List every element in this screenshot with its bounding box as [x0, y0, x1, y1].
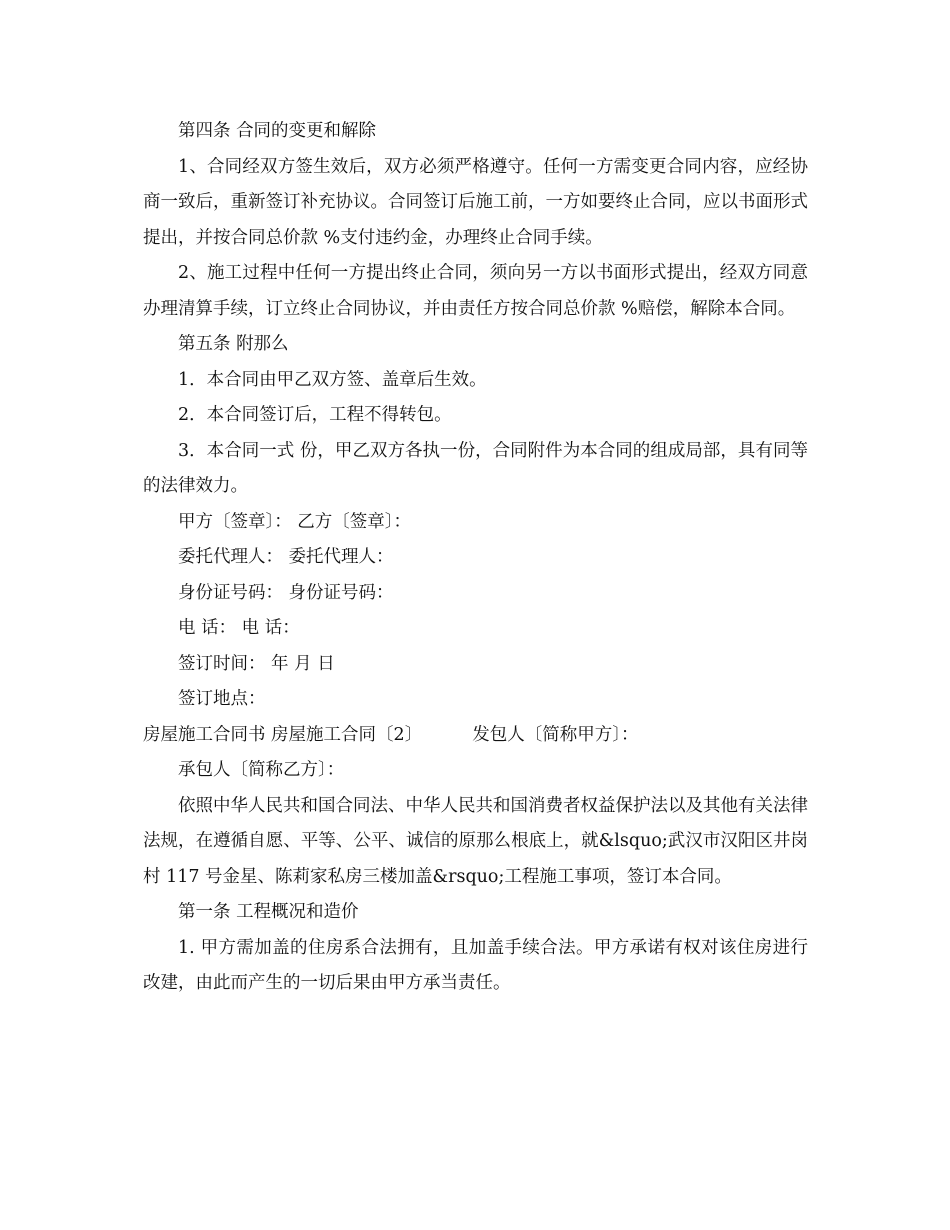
signature-line-id-numbers: 身份证号码： 身份证号码： — [178, 582, 394, 603]
article-5-clause-3: 3．本合同一式 份，甲乙双方各执一份，合同附件为本合同的组成局部，具有同等的法律效力。 — [143, 440, 808, 496]
contract-title: 房屋施工合同书 房屋施工合同〔2〕 — [143, 724, 423, 745]
contract-title-line — [143, 718, 808, 754]
party-a-label: 发包人〔简称甲方〕： — [472, 724, 639, 745]
article-1-clause-1: 1. 甲方需加盖的住房系合法拥有，且加盖手续合法。甲方承诺有权对该住房进行改建，由此而产生的一切后果由甲方承当责任。 — [143, 937, 808, 993]
signature-line-date: 签订时间： 年 月 日 — [178, 653, 335, 674]
party-b-label: 承包人〔简称乙方〕： — [178, 760, 345, 780]
signature-line-parties: 甲方〔签章〕： 乙方〔签章〕： — [178, 511, 412, 532]
article-4-heading: 第四条 合同的变更和解除 — [178, 121, 377, 141]
article-4-clause-1: 1、合同经双方签生效后，双方必须严格遵守。任何一方需变更合同内容，应经协商一致后，重新签订补充协议。合同签订后施工前，一方如要终止合同，应以书面形式提出，并按合同总价款 %支付违约金，办理终止合同手续。 — [143, 156, 808, 248]
article-5-heading: 第五条 附那么 — [178, 334, 289, 354]
article-4-clause-2: 2、施工过程中任何一方提出终止合同，须向另一方以书面形式提出，经双方同意办理清算手续，订立终止合同协议，并由责任方按合同总价款 %赔偿，解除本合同。 — [143, 263, 808, 319]
signature-line-agents: 委托代理人： 委托代理人： — [178, 547, 394, 567]
signature-line-place: 签订地点： — [178, 689, 266, 709]
preamble: 依照中华人民共和国合同法、中华人民共和国消费者权益保护法以及其他有关法律法规，在遵循自愿、平等、公平、诚信的原那么根底上，就&lsquo;武汉市汉阳区井岗村 117 号金星、陈莉家私房三楼加盖&rsquo;工程施工事项，签订本合同。 — [143, 795, 808, 887]
article-5-clause-1: 1．本合同由甲乙双方签、盖章后生效。 — [178, 369, 487, 390]
signature-line-phones: 电 话： 电 话： — [178, 618, 300, 638]
article-1-heading: 第一条 工程概况和造价 — [178, 902, 359, 922]
document-body — [143, 114, 808, 1002]
article-5-clause-2: 2．本合同签订后，工程不得转包。 — [178, 405, 452, 425]
